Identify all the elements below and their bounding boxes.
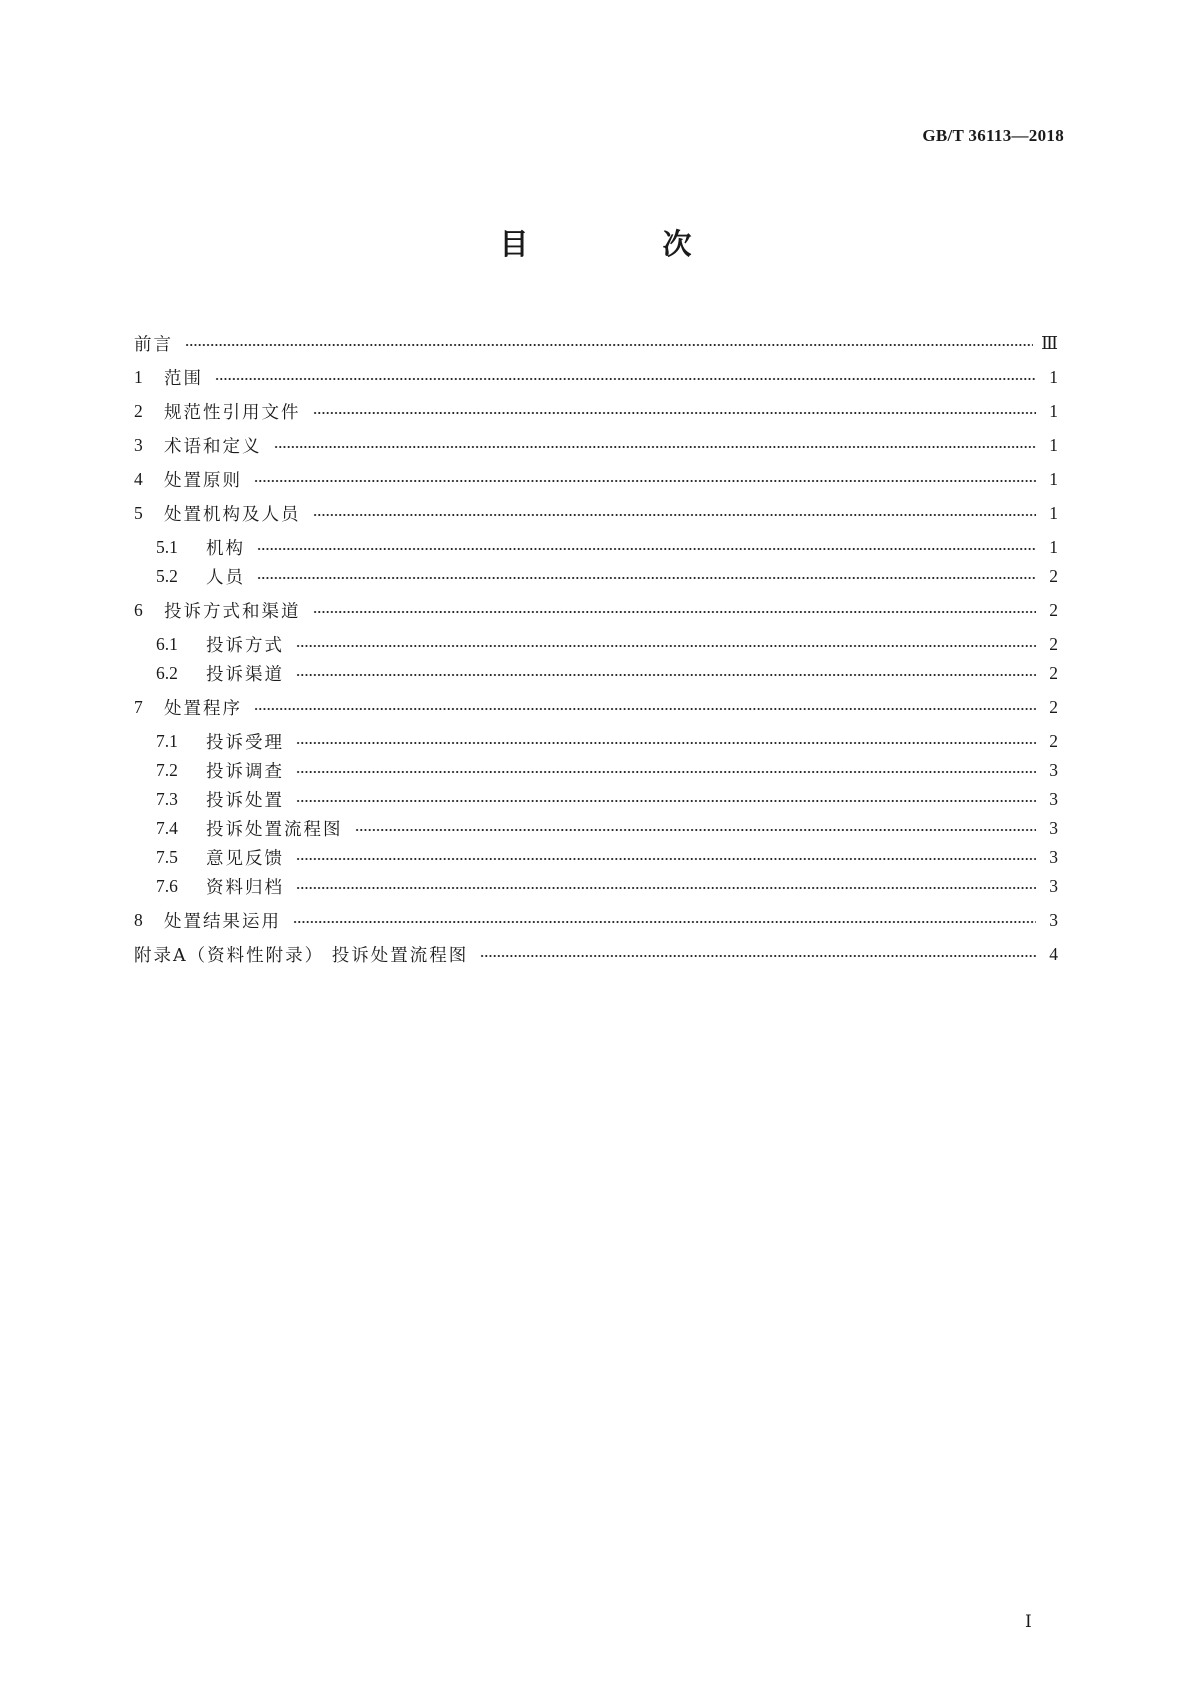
dot-leader	[480, 955, 1036, 957]
dot-leader	[355, 829, 1037, 831]
toc-entry-label: 规范性引用文件	[164, 402, 301, 423]
toc-entry-page: 1	[1049, 366, 1058, 387]
page-title: 目 次	[499, 227, 754, 261]
toc-entry-label: 意见反馈	[206, 848, 284, 869]
dot-leader	[296, 858, 1036, 860]
toc-entry-7-5[interactable]	[134, 843, 1058, 871]
toc-entry-page: 1	[1049, 536, 1058, 557]
toc-entry-label: 处置原则	[164, 470, 242, 491]
toc-entry-7-6[interactable]	[134, 872, 1058, 900]
dot-leader	[296, 674, 1036, 676]
dot-leader	[274, 446, 1037, 448]
dot-leader	[293, 921, 1036, 923]
toc-entry-page: 1	[1049, 468, 1058, 489]
toc-entry-page: 1	[1049, 400, 1058, 421]
toc-entry-number: 7.4	[156, 817, 178, 838]
toc-entry-label: 范围	[164, 368, 203, 389]
page-number: Ⅰ	[1025, 1612, 1032, 1631]
dot-leader	[296, 742, 1036, 744]
dot-leader	[257, 548, 1036, 550]
toc-entry-number: 8	[134, 909, 143, 930]
toc-entry-page: 2	[1049, 633, 1058, 654]
toc-entry-label: 处置机构及人员	[164, 504, 301, 525]
toc-entry-7-2[interactable]	[134, 756, 1058, 784]
toc-entry-7[interactable]	[134, 693, 1058, 721]
toc-entry-2[interactable]	[134, 397, 1058, 425]
toc-entry-page: 3	[1049, 875, 1058, 896]
toc-entry-3[interactable]	[134, 431, 1058, 459]
toc-entry-6[interactable]	[134, 596, 1058, 624]
toc-entry-page: 1	[1049, 434, 1058, 455]
toc-entry-5-2[interactable]	[134, 562, 1058, 590]
dot-leader	[185, 344, 1033, 346]
toc-entry-label: 资料归档	[206, 877, 284, 898]
toc-entry-5-1[interactable]	[134, 533, 1058, 561]
dot-leader	[313, 412, 1037, 414]
dot-leader	[296, 771, 1036, 773]
dot-leader	[296, 800, 1036, 802]
toc-entry-page: 1	[1049, 502, 1058, 523]
toc-entry-number: 6	[134, 599, 143, 620]
toc-entry-number: 4	[134, 468, 143, 489]
toc-entry-label: 人员	[206, 567, 245, 588]
toc-entry-number: 2	[134, 400, 143, 421]
toc-entry-number: 7.3	[156, 788, 178, 809]
dot-leader	[254, 480, 1036, 482]
toc-entry-label: 机构	[206, 538, 245, 559]
toc-entry-1[interactable]	[134, 363, 1058, 391]
toc-entry-page: 3	[1049, 788, 1058, 809]
toc-entry-number: 7	[134, 696, 143, 717]
toc-entry-number: 7.2	[156, 759, 178, 780]
toc-entry-page: 2	[1049, 730, 1058, 751]
dot-leader	[215, 378, 1036, 380]
dot-leader	[296, 887, 1036, 889]
toc-entry-label: 投诉渠道	[206, 664, 284, 685]
toc-entry-number: 7.5	[156, 846, 178, 867]
toc-entry-number: 7.6	[156, 875, 178, 896]
toc-entry-number: 5	[134, 502, 143, 523]
toc-entry-label: 投诉受理	[206, 732, 284, 753]
toc-entry-6-1[interactable]	[134, 630, 1058, 658]
toc-entry-label: 附录A（资料性附录） 投诉处置流程图	[134, 945, 469, 966]
toc-entry-4[interactable]	[134, 465, 1058, 493]
toc-entry-page: 3	[1049, 817, 1058, 838]
toc-entry-number: 5.2	[156, 565, 178, 586]
toc-entry-label: 处置程序	[164, 698, 242, 719]
toc-entry-label: 处置结果运用	[164, 911, 281, 932]
toc-entry-page: Ⅲ	[1041, 332, 1058, 353]
standard-code: GB/T 36113—2018	[922, 126, 1064, 145]
toc-entry-page: 2	[1049, 599, 1058, 620]
toc-entry-page: 2	[1049, 662, 1058, 683]
toc-entry-label: 投诉方式	[206, 635, 284, 656]
toc-entry-6-2[interactable]	[134, 659, 1058, 687]
toc-entry-page: 3	[1049, 759, 1058, 780]
toc-entry-label: 投诉调查	[206, 761, 284, 782]
dot-leader	[313, 611, 1037, 613]
toc-entry-7-1[interactable]	[134, 727, 1058, 755]
toc-entry-label: 投诉处置流程图	[206, 819, 343, 840]
toc-entry-number: 6.2	[156, 662, 178, 683]
toc-entry-page: 3	[1049, 846, 1058, 867]
toc-entry-foreword[interactable]	[134, 329, 1058, 357]
toc-entry-5[interactable]	[134, 499, 1058, 527]
toc-entry-annex-a[interactable]	[134, 940, 1058, 968]
toc-entry-page: 4	[1049, 943, 1058, 964]
toc-entry-label: 投诉处置	[206, 790, 284, 811]
toc-entry-7-4[interactable]	[134, 814, 1058, 842]
toc-entry-7-3[interactable]	[134, 785, 1058, 813]
toc-entry-label: 投诉方式和渠道	[164, 601, 301, 622]
toc-entry-page: 3	[1049, 909, 1058, 930]
toc-entry-8[interactable]	[134, 906, 1058, 934]
toc-entry-page: 2	[1049, 565, 1058, 586]
toc-entry-label: 术语和定义	[164, 436, 262, 457]
toc-entry-number: 6.1	[156, 633, 178, 654]
dot-leader	[313, 514, 1037, 516]
dot-leader	[296, 645, 1036, 647]
toc-entry-number: 3	[134, 434, 143, 455]
toc-entry-number: 1	[134, 366, 143, 387]
toc-entry-number: 7.1	[156, 730, 178, 751]
toc-entry-page: 2	[1049, 696, 1058, 717]
toc-entry-label: 前言	[134, 334, 173, 355]
dot-leader	[254, 708, 1036, 710]
toc-entry-number: 5.1	[156, 536, 178, 557]
dot-leader	[257, 577, 1036, 579]
